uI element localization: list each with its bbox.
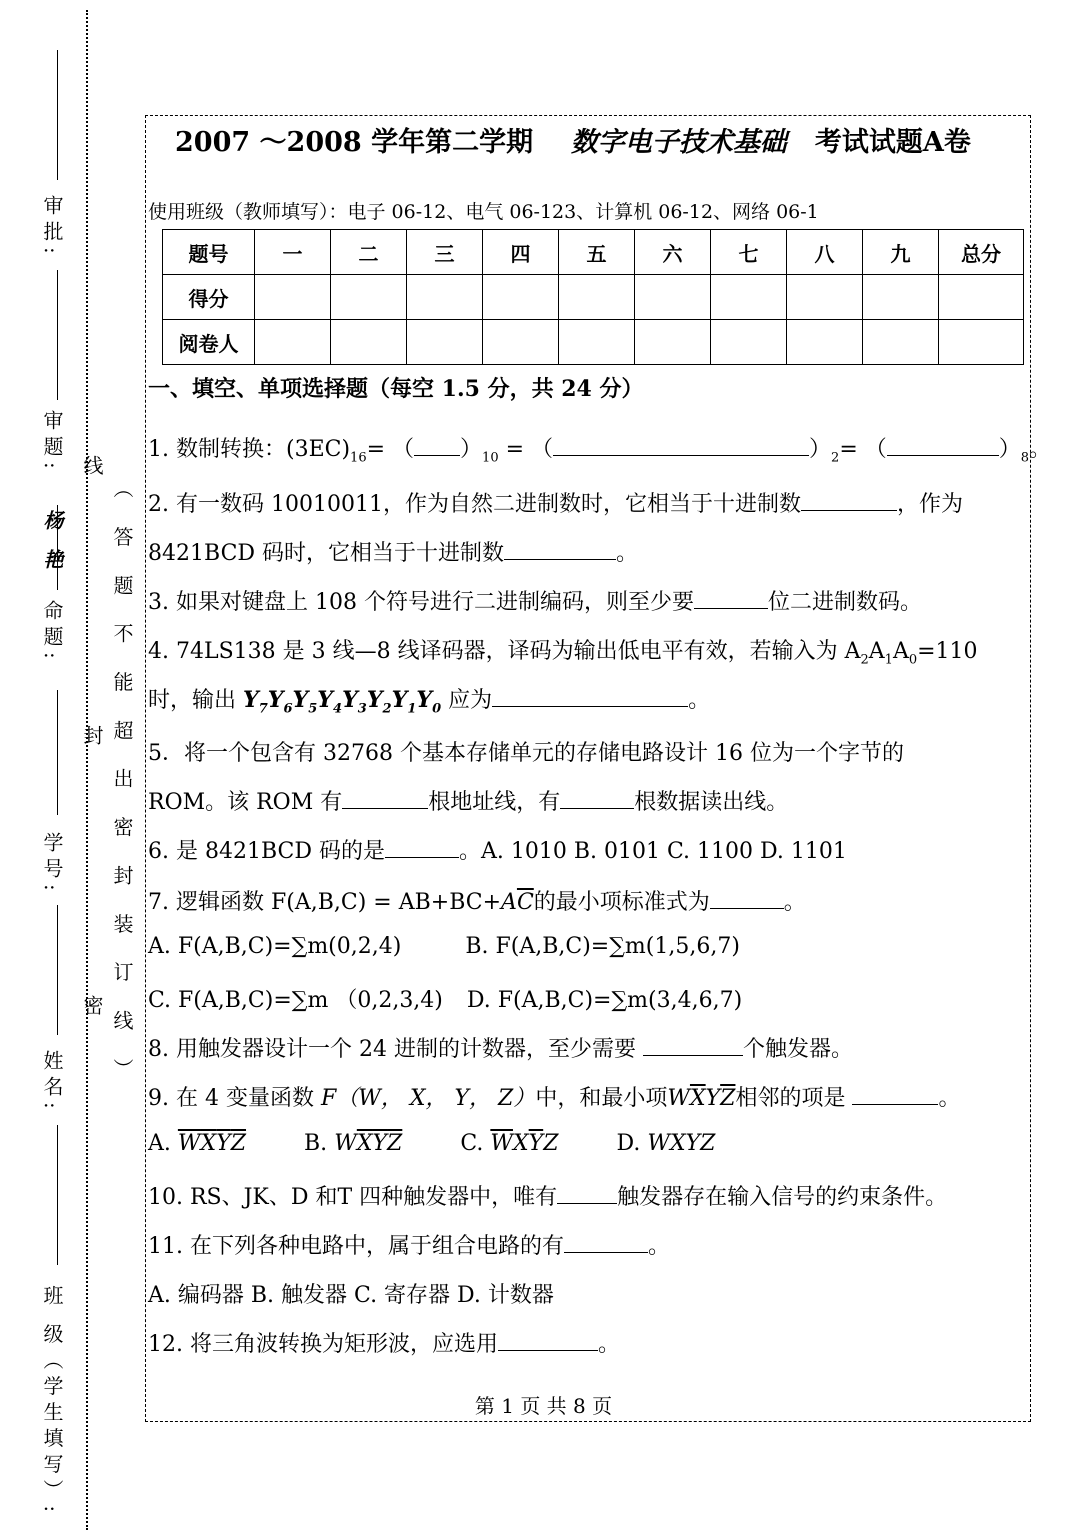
class-label: 班 级（学生填写）: (40, 1285, 64, 1519)
binding-dotted-line (86, 10, 88, 1530)
answer-blank[interactable] (557, 1181, 617, 1204)
score-row (163, 275, 1024, 320)
exam-title (175, 120, 971, 159)
grader-cell[interactable] (331, 320, 407, 365)
score-cell[interactable] (787, 275, 863, 320)
question-2: 2. 有一数码 10010011，作为自然二进制数时，它相当于十进制数 ，作为 (148, 487, 963, 518)
score-cell[interactable] (939, 275, 1024, 320)
question-4: 4. 74LS138 是 3 线—8 线译码器，译码为输出低电平有效，若输入为 $A_2A_1A_0=110$ (148, 639, 978, 668)
score-header-cell: 五 (559, 230, 635, 275)
question-2-cont: 8421BCD 码时，它相当于十进制数 。 (148, 536, 638, 567)
question-9-options: A. $\overline{W}\overline{X}\overline{Y}\overline{Z}$ B. $W\overline{X}\overline{Y}\overline{Z}$ C. $\overline{W}X\overline{Y}Z$ D. WXYZ (148, 1131, 716, 1156)
question-12: 12. 将三角波转换为矩形波，应选用 。 (148, 1327, 620, 1358)
grader-cell[interactable] (407, 320, 483, 365)
seal-mark: 封 (80, 725, 104, 751)
score-header-cell: 总分 (939, 230, 1024, 275)
score-cell[interactable] (407, 275, 483, 320)
score-cell[interactable] (255, 275, 331, 320)
class-line (57, 1125, 58, 1265)
score-cell[interactable] (711, 275, 787, 320)
score-header-cell: 八 (787, 230, 863, 275)
question-7: 7. 逻辑函数 $F(A,B,C) = AB+BC+A\overline{C}$的最小项标准式为 。 (148, 885, 806, 916)
student-name-line (57, 905, 58, 1035)
score-header-cell: 七 (711, 230, 787, 275)
student-id-label: 学号: (40, 832, 64, 897)
question-7-options-ab (148, 934, 740, 959)
line-mark: 线 (80, 455, 104, 481)
score-table (162, 229, 1024, 365)
question-8: 8. 用触发器设计一个 24 进制的计数器，至少需要 个触发器。 (148, 1032, 853, 1063)
answer-blank[interactable] (553, 433, 809, 456)
answer-blank[interactable] (342, 786, 428, 809)
option-b: B. F(A,B,C)=∑m(1,5,6,7) (465, 934, 740, 959)
section-heading: 一、填空、单项选择题（每空 1.5 分，共 24 分） (148, 376, 644, 402)
title-term: 2007 ～2008 学年第二学期 (175, 127, 534, 158)
score-header-cell: 题号 (163, 230, 255, 275)
reviewer-line (57, 270, 58, 400)
score-header-cell: 二 (331, 230, 407, 275)
question-5: 5．将一个包含有 32768 个基本存储单元的存储电路设计 16 位为一个字节的 (148, 741, 904, 766)
answer-blank[interactable] (887, 433, 999, 456)
author-label: 命题: (40, 600, 64, 665)
reviewer-label: 审题: (40, 410, 64, 475)
grader-cell[interactable] (483, 320, 559, 365)
page-number: 第 1 页 共 8 页 (474, 1394, 613, 1418)
grader-cell[interactable] (939, 320, 1024, 365)
answer-blank[interactable] (504, 537, 616, 560)
secret-mark: 密 (80, 995, 104, 1021)
question-11-options: A. 编码器 B. 触发器 C. 寄存器 D. 计数器 (148, 1283, 554, 1308)
grader-cell[interactable] (863, 320, 939, 365)
score-header-cell: 三 (407, 230, 483, 275)
output-expression: $Y_7Y_6Y_5Y_4Y_3Y_2Y_1Y_0$ (243, 687, 442, 717)
approver-line (57, 50, 58, 180)
question-7-options-cd (148, 983, 742, 1014)
score-header-cell: 六 (635, 230, 711, 275)
score-header-cell: 四 (483, 230, 559, 275)
minterm: $W\overline{X}Y\overline{Z}$ (667, 1086, 736, 1111)
option-d: D. F(A,B,C)=∑m(3,4,6,7) (466, 988, 743, 1013)
grader-cell[interactable] (559, 320, 635, 365)
option-b-expr: $W\overline{X}\overline{Y}\overline{Z}$ (334, 1131, 403, 1156)
grader-cell[interactable] (635, 320, 711, 365)
course-name: 数字电子技术基础 (570, 127, 787, 158)
grader-cell[interactable] (787, 320, 863, 365)
question-1: 1. 数制转换：$(3EC)_{16}=$ （ ）$_{10}$ = （ ）$_2=$ （ ）$_8$。 (148, 432, 1051, 465)
answer-blank[interactable] (694, 586, 768, 609)
question-11: 11. 在下列各种电路中，属于组合电路的有 。 (148, 1229, 670, 1260)
answer-blank[interactable] (414, 433, 460, 456)
score-cell[interactable] (635, 275, 711, 320)
question-6: 6. 是 8421BCD 码的是 。A. 1010 B. 0101 C. 1100 D. 1101 (148, 834, 847, 865)
score-header-cell: 一 (255, 230, 331, 275)
question-9: 9. 在 4 变量函数 F（W， X， Y， Z）中，和最小项$W\overline{X}Y\overline{Z}$相邻的项是 。 (148, 1081, 960, 1112)
answer-blank[interactable] (643, 1033, 743, 1056)
option-a: A. F(A,B,C)=∑m(0,2,4) (148, 934, 402, 959)
answer-blank[interactable] (852, 1082, 938, 1105)
question-4-cont: 时，输出 $Y_7Y_6Y_5Y_4Y_3Y_2Y_1Y_0$ 应为 。 (148, 683, 710, 716)
score-cell[interactable] (331, 275, 407, 320)
option-a-expr: $\overline{W}\overline{X}\overline{Y}\overline{Z}$ (177, 1131, 247, 1156)
answer-blank[interactable] (492, 684, 688, 707)
grader-cell[interactable] (711, 320, 787, 365)
answer-blank[interactable] (564, 1230, 648, 1253)
approver-label: 审批: (40, 195, 64, 260)
answer-blank[interactable] (560, 786, 634, 809)
score-cell[interactable] (863, 275, 939, 320)
score-cell[interactable] (559, 275, 635, 320)
classes-line: 使用班级（教师填写）：电子 06-12、电气 06-123、计算机 06-12、网络 06-1 (148, 201, 819, 223)
score-header-cell: 九 (863, 230, 939, 275)
grader-cell[interactable] (255, 320, 331, 365)
question-5-cont: ROM。该 ROM 有 根地址线，有 根数据读出线。 (148, 785, 788, 816)
score-cell[interactable] (483, 275, 559, 320)
title-paper: 考试试题A卷 (814, 127, 971, 158)
answer-blank[interactable] (710, 886, 784, 909)
student-name-label: 姓名: (40, 1050, 64, 1115)
grader-row (163, 320, 1024, 365)
score-header-row (163, 230, 1024, 275)
option-d-expr: WXYZ (647, 1131, 716, 1156)
score-row-label: 得分 (163, 275, 255, 320)
grader-row-label: 阅卷人 (163, 320, 255, 365)
question-3: 3. 如果对键盘上 108 个符号进行二进制编码，则至少要 位二进制数码。 (148, 585, 922, 616)
question-10: 10. RS、JK、D 和T 四种触发器中，唯有 触发器存在输入信号的约束条件。 (148, 1180, 947, 1211)
answer-blank[interactable] (498, 1328, 598, 1351)
student-id-line (57, 690, 58, 815)
answer-blank[interactable] (801, 488, 897, 511)
option-c-expr: $\overline{W}X\overline{Y}Z$ (490, 1131, 559, 1156)
option-c: C. F(A,B,C)=∑m （0,2,3,4) (148, 988, 443, 1013)
seal-notice: （ 答 题 不 能 超 出 密 封 装 订 线 ） (110, 478, 134, 1090)
answer-blank[interactable] (385, 835, 459, 858)
author-name: 杨 艳 (40, 510, 64, 575)
